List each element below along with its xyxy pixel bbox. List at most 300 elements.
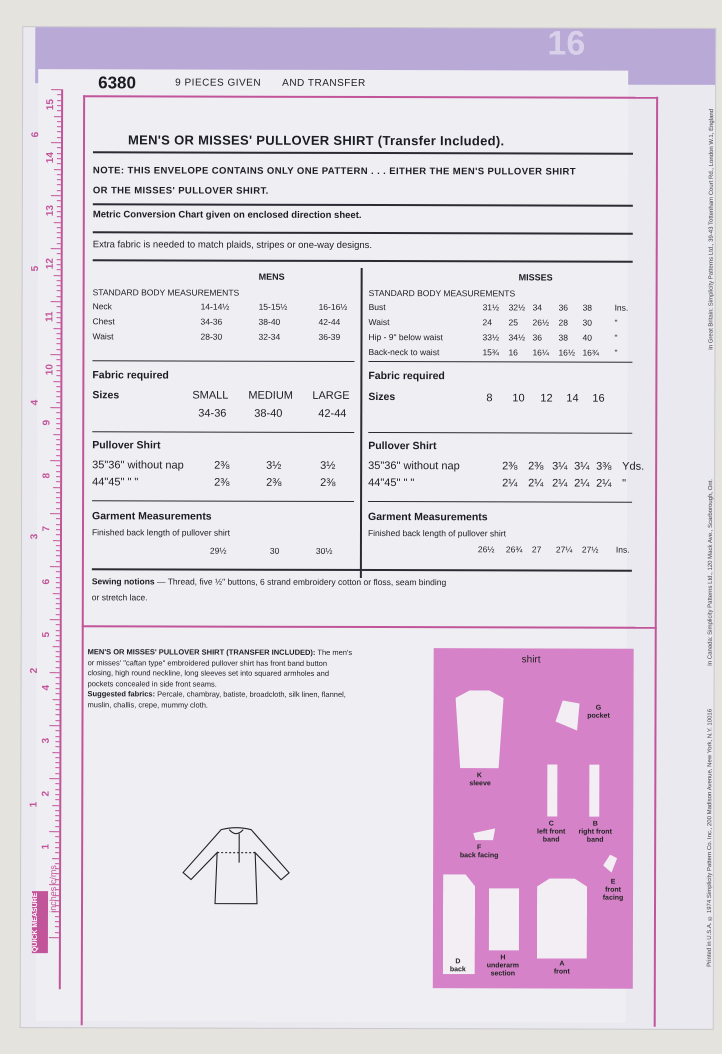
mens-measure-value: 28-30 bbox=[200, 331, 223, 342]
mens-back-length: 29½ bbox=[209, 545, 227, 556]
misses-back-length: 27¼ bbox=[555, 544, 573, 555]
misses-measure-value: 15¾ bbox=[482, 347, 500, 358]
piece-sleeve bbox=[455, 690, 503, 768]
ruler-tick bbox=[51, 195, 61, 196]
mens-size-range: 38-40 bbox=[254, 407, 283, 420]
shirt-sketch-illustration bbox=[171, 817, 301, 907]
ruler-tick bbox=[56, 391, 60, 392]
ruler-tick bbox=[56, 550, 60, 551]
ruler-tick bbox=[56, 662, 60, 663]
ruler-tick bbox=[55, 789, 59, 790]
quick-measure-ruler bbox=[28, 89, 63, 989]
ruler-tick bbox=[55, 932, 59, 933]
misses-size: 8 bbox=[486, 392, 493, 405]
copyright-us: Printed in U.S.A. © 1974 Simplicity Pattern Co. Inc., 200 Madison Avenue, New York, N.Y. 10016 bbox=[706, 708, 714, 967]
ruler-tick bbox=[57, 253, 61, 254]
misses-measure-value: 25 bbox=[508, 317, 519, 328]
note-text bbox=[93, 161, 653, 202]
ruler-tick bbox=[57, 153, 61, 154]
layout-title: shirt bbox=[521, 654, 541, 666]
ruler-tick bbox=[54, 222, 61, 223]
ruler-inch-number: 3 bbox=[29, 533, 41, 540]
misses-measure-value: 38 bbox=[582, 302, 593, 313]
ruler-tick bbox=[56, 667, 60, 668]
sewing-notions: Sewing notions — Thread, five ½" buttons, 6 strand embroidery cotton or floss, seam binding bbox=[91, 576, 447, 588]
pattern-number: 6380 bbox=[98, 73, 137, 93]
ruler-cm-number: 1 bbox=[40, 843, 52, 850]
mens-measure-value: 14-14½ bbox=[200, 301, 230, 312]
ruler-tick bbox=[57, 200, 61, 201]
ruler-tick bbox=[57, 206, 61, 207]
mens-fabric-width: 44"45" " " bbox=[92, 476, 139, 489]
ruler-tick bbox=[57, 105, 61, 106]
piece-d-label: D back bbox=[449, 958, 466, 974]
mens-back-length: 30 bbox=[269, 545, 280, 556]
mens-back-length: 30½ bbox=[315, 545, 333, 556]
ruler-tick bbox=[52, 858, 59, 859]
ruler-tick bbox=[56, 693, 60, 694]
misses-measure-value: 33½ bbox=[482, 332, 500, 343]
ruler-tick bbox=[56, 582, 60, 583]
ruler-tick bbox=[56, 481, 60, 482]
ruler-tick bbox=[55, 741, 59, 742]
ruler-tick bbox=[56, 651, 60, 652]
ruler-tick bbox=[57, 158, 61, 159]
mens-measure-value: 36-39 bbox=[318, 331, 341, 342]
piece-pocket bbox=[555, 700, 579, 730]
ruler-tick bbox=[57, 280, 61, 281]
ruler-cm-number: 12 bbox=[44, 258, 56, 270]
misses-std-label: STANDARD BODY MEASUREMENTS bbox=[368, 288, 516, 299]
ruler-tick bbox=[55, 720, 59, 721]
ruler-tick bbox=[56, 683, 60, 684]
misses-yardage: 3¼ bbox=[574, 460, 590, 473]
ruler-tick bbox=[55, 847, 59, 848]
note-line-2: OR THE MISSES' PULLOVER SHIRT. bbox=[92, 185, 269, 197]
ruler-tick bbox=[56, 412, 60, 413]
ruler-tick bbox=[50, 672, 60, 673]
ruler-tick bbox=[56, 386, 60, 387]
ruler-tick bbox=[50, 566, 60, 567]
mens-heading: MENS bbox=[258, 271, 285, 282]
ruler-tick bbox=[55, 921, 59, 922]
ruler-tick bbox=[56, 529, 60, 530]
misses-measure-value: 16½ bbox=[558, 347, 576, 358]
ruler-tick bbox=[56, 471, 60, 472]
ruler-tick bbox=[55, 746, 59, 747]
misses-size: 14 bbox=[566, 392, 579, 405]
ruler-inch-number: 4 bbox=[29, 399, 41, 406]
ruler-tick bbox=[56, 609, 60, 610]
piece-front-facing bbox=[603, 855, 617, 873]
ruler-tick bbox=[56, 418, 60, 419]
ruler-tick bbox=[56, 365, 60, 366]
ruler-inch-number: 2 bbox=[28, 667, 40, 674]
ruler-tick bbox=[55, 730, 59, 731]
ruler-tick bbox=[56, 598, 60, 599]
ruler-tick bbox=[56, 497, 60, 498]
misses-measure-unit: " bbox=[614, 347, 618, 358]
ruler-tick bbox=[56, 704, 60, 705]
ruler-tick bbox=[57, 264, 61, 265]
misses-measure-label: Waist bbox=[368, 317, 390, 328]
ruler-tick bbox=[54, 169, 61, 170]
ruler-tick bbox=[57, 285, 61, 286]
misses-measure-value: 24 bbox=[482, 317, 493, 328]
ruler-cm-number: 14 bbox=[45, 152, 57, 164]
misses-measure-value: 36 bbox=[558, 302, 569, 313]
piece-c-label: C left front band bbox=[536, 820, 566, 844]
misses-yardage: 2⅜ bbox=[528, 460, 544, 473]
ruler-tick bbox=[55, 852, 59, 853]
misses-yardage-unit: Yds. bbox=[622, 460, 645, 473]
note-line-1: NOTE: THIS ENVELOPE CONTAINS ONLY ONE PATTERN . . . EITHER THE MEN'S PULLOVER SHIRT bbox=[92, 165, 577, 178]
ruler-inch-number: 1 bbox=[28, 801, 40, 808]
ruler-tick bbox=[56, 455, 60, 456]
ruler-tick bbox=[55, 927, 59, 928]
ruler-cm-number: 10 bbox=[44, 364, 56, 376]
ruler-cm-number: 13 bbox=[44, 205, 56, 217]
ruler-tick bbox=[57, 306, 61, 307]
ruler-tick bbox=[51, 142, 61, 143]
ruler-tick bbox=[57, 296, 61, 297]
ruler-tick bbox=[55, 757, 59, 758]
metric-note: Metric Conversion Chart given on enclosed direction sheet. bbox=[92, 209, 362, 221]
ruler-tick bbox=[56, 450, 60, 451]
misses-yardage: 3¼ bbox=[552, 460, 568, 473]
ruler-tick bbox=[57, 185, 61, 186]
ruler-cm-number: 2 bbox=[40, 790, 52, 797]
ruler-tick bbox=[56, 635, 60, 636]
copyright-canada: In Canada: Simplicity Patterns Ltd., 120 Mack Ave., Scarborough, Ont. bbox=[707, 478, 715, 666]
mens-size-name: MEDIUM bbox=[248, 389, 293, 402]
ruler-tick bbox=[57, 137, 61, 138]
ruler-tick bbox=[55, 794, 59, 795]
mens-measure-value: 15-15½ bbox=[258, 301, 288, 312]
misses-back-length: 27½ bbox=[581, 544, 599, 555]
misses-fabric-required: Fabric required bbox=[368, 370, 445, 383]
mens-size-name: SMALL bbox=[192, 389, 229, 402]
misses-pullover-heading: Pullover Shirt bbox=[368, 440, 437, 453]
misses-size: 10 bbox=[512, 392, 525, 405]
mens-measure-label: Chest bbox=[92, 316, 115, 327]
ruler-tick bbox=[56, 338, 60, 339]
ruler-tick bbox=[57, 132, 61, 133]
piece-b-label: B right front band bbox=[578, 820, 612, 844]
misses-yardage: 2⅜ bbox=[502, 460, 518, 473]
mens-fabric-width: 35"36" without nap bbox=[92, 459, 184, 472]
ruler-tick bbox=[56, 476, 60, 477]
ruler-tick bbox=[56, 640, 60, 641]
page-title: MEN'S OR MISSES' PULLOVER SHIRT (Transfer Included). bbox=[127, 132, 505, 149]
ruler-tick bbox=[56, 428, 60, 429]
ruler-tick bbox=[55, 762, 59, 763]
mens-sizes-label: Sizes bbox=[92, 389, 120, 402]
ruler-tick bbox=[56, 688, 60, 689]
ruler-cm-number: 6 bbox=[41, 578, 53, 585]
pieces-given: 9 PIECES GIVEN bbox=[175, 77, 262, 89]
ruler-tick bbox=[53, 593, 60, 594]
ruler-tick bbox=[56, 614, 60, 615]
pattern-envelope bbox=[21, 24, 716, 1029]
misses-sizes-label: Sizes bbox=[368, 391, 396, 404]
ruler-tick bbox=[56, 518, 60, 519]
ruler-tick bbox=[56, 370, 60, 371]
misses-measure-value: 28 bbox=[558, 317, 569, 328]
ruler-tick bbox=[50, 460, 60, 461]
misses-back-length: 27 bbox=[531, 544, 542, 555]
ruler-tick bbox=[57, 216, 61, 217]
misses-yardage: 2¼ bbox=[574, 477, 590, 490]
ruler-tick bbox=[57, 163, 61, 164]
ruler-tick bbox=[56, 397, 60, 398]
ruler-cm-number: 9 bbox=[41, 419, 53, 426]
ruler-tick bbox=[57, 291, 61, 292]
ruler-inch-number: 5 bbox=[29, 265, 41, 272]
ruler-tick bbox=[57, 147, 61, 148]
misses-measure-value: 30 bbox=[582, 317, 593, 328]
misses-fabric-width: 44"45" " " bbox=[368, 477, 415, 490]
ruler-tick bbox=[55, 799, 59, 800]
ruler-tick bbox=[56, 545, 60, 546]
ruler-tick bbox=[55, 842, 59, 843]
misses-measure-value: 40 bbox=[582, 332, 592, 343]
ruler-tick bbox=[56, 534, 60, 535]
ruler-tick bbox=[55, 836, 59, 837]
ruler-tick bbox=[57, 269, 61, 270]
ruler-tick bbox=[56, 587, 60, 588]
ruler-tick bbox=[53, 381, 60, 382]
misses-measure-label: Hip - 9" below waist bbox=[368, 332, 443, 343]
ruler-tick bbox=[56, 556, 60, 557]
mens-garment-heading: Garment Measurements bbox=[92, 510, 212, 523]
misses-yardage: 2¼ bbox=[552, 477, 568, 490]
ruler-tick bbox=[56, 375, 60, 376]
ruler-tick bbox=[55, 773, 59, 774]
ruler-tick bbox=[53, 699, 60, 700]
ruler-units-label: inches c/ms bbox=[47, 865, 59, 913]
ruler-tick bbox=[56, 656, 60, 657]
ruler-tick bbox=[49, 725, 59, 726]
copyright-uk: In Great Britain: Simplicity Patterns Ltd., 39-43 Tottenham Court Rd., London W.1, England bbox=[708, 108, 716, 350]
misses-measure-value: 16¼ bbox=[532, 347, 550, 358]
ruler-tick bbox=[55, 916, 59, 917]
piece-a-label: A front bbox=[553, 960, 570, 976]
piece-f-label: F back facing bbox=[459, 844, 499, 860]
misses-measure-label: Bust bbox=[368, 302, 386, 313]
ruler-tick bbox=[50, 407, 60, 408]
mens-measure-value: 38-40 bbox=[258, 316, 281, 327]
ruler-tick bbox=[51, 89, 61, 90]
misses-yardage: 3⅜ bbox=[596, 460, 612, 473]
ruler-tick bbox=[56, 503, 60, 504]
ruler-tick bbox=[50, 513, 60, 514]
ruler-tick bbox=[55, 821, 59, 822]
ruler-cm-number: 7 bbox=[41, 525, 53, 532]
mens-yardage: 3½ bbox=[320, 459, 336, 472]
faded-top-text: 16 bbox=[547, 24, 586, 63]
mens-measure-value: 34-36 bbox=[200, 316, 223, 327]
panel-right-border bbox=[654, 97, 658, 1027]
ruler-tick bbox=[56, 630, 60, 631]
ruler-tick bbox=[56, 492, 60, 493]
ruler-cm-number: 11 bbox=[44, 311, 56, 322]
ruler-tick bbox=[57, 322, 61, 323]
ruler-tick bbox=[52, 752, 59, 753]
ruler-tick bbox=[53, 487, 60, 488]
misses-yardage: 2¼ bbox=[528, 477, 544, 490]
pattern-description: MEN'S OR MISSES' PULLOVER SHIRT (TRANSFER INCLUDED): The men's or misses' "caftan type" embroidered pullover shirt has front band button closing, high round neckline, long sleeves set into squared armholes and pockets concealed in side front seams. Suggested fabrics: Percale, chambray, batiste, broadcloth, silk linen, flannel, muslin, challis, crepe, mummy cloth. bbox=[87, 647, 353, 710]
ruler-tick bbox=[56, 465, 60, 466]
ruler-tick bbox=[57, 110, 61, 111]
misses-yardage-unit: " bbox=[622, 477, 627, 490]
mens-yardage: 2⅜ bbox=[266, 476, 282, 489]
ruler-cm-number: 15 bbox=[45, 99, 57, 111]
misses-measure-value: 34 bbox=[532, 302, 543, 313]
misses-size: 12 bbox=[540, 392, 553, 405]
mens-size-name: LARGE bbox=[312, 389, 350, 402]
ruler-tick bbox=[51, 248, 61, 249]
ruler-tick bbox=[57, 126, 61, 127]
ruler-tick bbox=[55, 826, 59, 827]
piece-e-label: E front facing bbox=[602, 878, 624, 902]
piece-h-label: H underarm section bbox=[486, 954, 520, 978]
ruler-tick bbox=[56, 423, 60, 424]
ruler-tick bbox=[56, 709, 60, 710]
piece-underarm-section bbox=[489, 888, 519, 950]
misses-measure-unit: Ins. bbox=[614, 302, 629, 313]
ruler-tick bbox=[56, 571, 60, 572]
ruler-tick bbox=[56, 444, 60, 445]
and-transfer: AND TRANSFER bbox=[282, 77, 366, 89]
extra-fabric-note: Extra fabric is needed to match plaids, stripes or one-way designs. bbox=[92, 239, 373, 252]
ruler-tick bbox=[57, 121, 61, 122]
misses-measure-value: 16 bbox=[508, 347, 518, 358]
misses-back-length: 26½ bbox=[477, 544, 495, 555]
misses-measure-value: 36 bbox=[532, 332, 542, 343]
ruler-tick bbox=[57, 238, 61, 239]
ruler-tick bbox=[57, 100, 61, 101]
misses-fabric-width: 35"36" without nap bbox=[368, 460, 460, 473]
mens-yardage: 3½ bbox=[266, 459, 282, 472]
mens-measure-label: Waist bbox=[92, 331, 114, 342]
misses-measure-unit: " bbox=[614, 332, 618, 343]
ruler-tick bbox=[56, 624, 60, 625]
mens-fabric-required: Fabric required bbox=[92, 369, 169, 382]
piece-right-front-band bbox=[589, 765, 599, 817]
ruler-tick bbox=[57, 227, 61, 228]
ruler-tick bbox=[49, 831, 59, 832]
misses-garment-heading: Garment Measurements bbox=[368, 511, 488, 524]
ruler-tick bbox=[56, 402, 60, 403]
misses-yardage: 2¼ bbox=[502, 477, 518, 490]
ruler-tick bbox=[56, 577, 60, 578]
ruler-tick bbox=[54, 275, 61, 276]
ruler-tick bbox=[53, 540, 60, 541]
ruler-tick bbox=[57, 94, 61, 95]
piece-back-facing bbox=[473, 828, 495, 840]
ruler-tick bbox=[57, 174, 61, 175]
mens-yardage: 2⅜ bbox=[214, 459, 230, 472]
ruler-tick bbox=[56, 508, 60, 509]
ruler-tick bbox=[57, 317, 61, 318]
mens-measure-label: Neck bbox=[92, 301, 112, 312]
ruler-tick bbox=[50, 619, 60, 620]
ruler-tick bbox=[56, 439, 60, 440]
ruler-tick bbox=[51, 301, 61, 302]
ruler-cm-number: 8 bbox=[41, 472, 53, 479]
ruler-cm-number: 4 bbox=[40, 684, 52, 691]
mens-measure-value: 42-44 bbox=[318, 316, 341, 327]
piece-left-front-band bbox=[547, 764, 557, 816]
ruler-tick bbox=[52, 805, 59, 806]
ruler-tick bbox=[56, 715, 60, 716]
ruler-tick bbox=[56, 603, 60, 604]
ruler-tick bbox=[56, 561, 60, 562]
misses-measure-value: 34½ bbox=[508, 332, 526, 343]
misses-size: 16 bbox=[592, 392, 605, 405]
ruler-tick bbox=[55, 815, 59, 816]
ruler-tick bbox=[57, 232, 61, 233]
piece-g-label: G pocket bbox=[587, 704, 610, 720]
ruler-tick bbox=[57, 243, 61, 244]
quick-measure-logo: QUICK MEASURE bbox=[32, 891, 48, 953]
misses-back-length: 26¾ bbox=[505, 544, 523, 555]
mens-std-label: STANDARD BODY MEASUREMENTS bbox=[92, 287, 240, 298]
sewing-notions-line-2: or stretch lace. bbox=[91, 592, 148, 603]
mens-size-range: 34-36 bbox=[198, 407, 227, 420]
mens-back-length-label: Finished back length of pullover shirt bbox=[91, 527, 230, 538]
misses-heading: MISSES bbox=[518, 272, 553, 283]
misses-back-length-label: Finished back length of pullover shirt bbox=[367, 528, 506, 539]
piece-k-label: K sleeve bbox=[469, 772, 491, 788]
ruler-tick bbox=[57, 312, 61, 313]
ruler-tick bbox=[55, 736, 59, 737]
misses-measure-value: 38 bbox=[558, 332, 568, 343]
ruler-tick bbox=[57, 211, 61, 212]
ruler-tick bbox=[49, 937, 59, 938]
side-copyright-text bbox=[707, 89, 722, 969]
ruler-tick bbox=[57, 190, 61, 191]
mens-yardage: 2⅜ bbox=[320, 476, 336, 489]
ruler-tick bbox=[55, 783, 59, 784]
ruler-cm-number: 5 bbox=[40, 631, 53, 638]
misses-measure-value: 16¾ bbox=[582, 347, 600, 358]
misses-measure-unit: " bbox=[614, 317, 618, 328]
ruler-tick bbox=[53, 434, 60, 435]
ruler-tick bbox=[57, 259, 61, 260]
ruler-tick bbox=[54, 328, 61, 329]
ruler-cm-number: 3 bbox=[40, 737, 52, 744]
ruler-tick bbox=[56, 677, 60, 678]
misses-measure-value: 31½ bbox=[482, 302, 500, 313]
ruler-tick bbox=[49, 778, 59, 779]
ruler-tick bbox=[56, 524, 60, 525]
mens-pullover-heading: Pullover Shirt bbox=[92, 439, 161, 452]
ruler-tick bbox=[56, 359, 60, 360]
ruler-tick bbox=[57, 333, 61, 334]
misses-yardage: 2¼ bbox=[596, 477, 612, 490]
mens-yardage: 2⅜ bbox=[214, 476, 230, 489]
misses-measure-label: Back-neck to waist bbox=[368, 347, 440, 358]
misses-measure-value: 26½ bbox=[532, 317, 550, 328]
mens-measure-value: 32-34 bbox=[258, 331, 281, 342]
ruler-tick bbox=[54, 116, 61, 117]
ruler-tick bbox=[56, 349, 60, 350]
piece-front bbox=[537, 878, 587, 958]
ruler-tick bbox=[57, 179, 61, 180]
ruler-inch-number: 6 bbox=[30, 131, 42, 138]
